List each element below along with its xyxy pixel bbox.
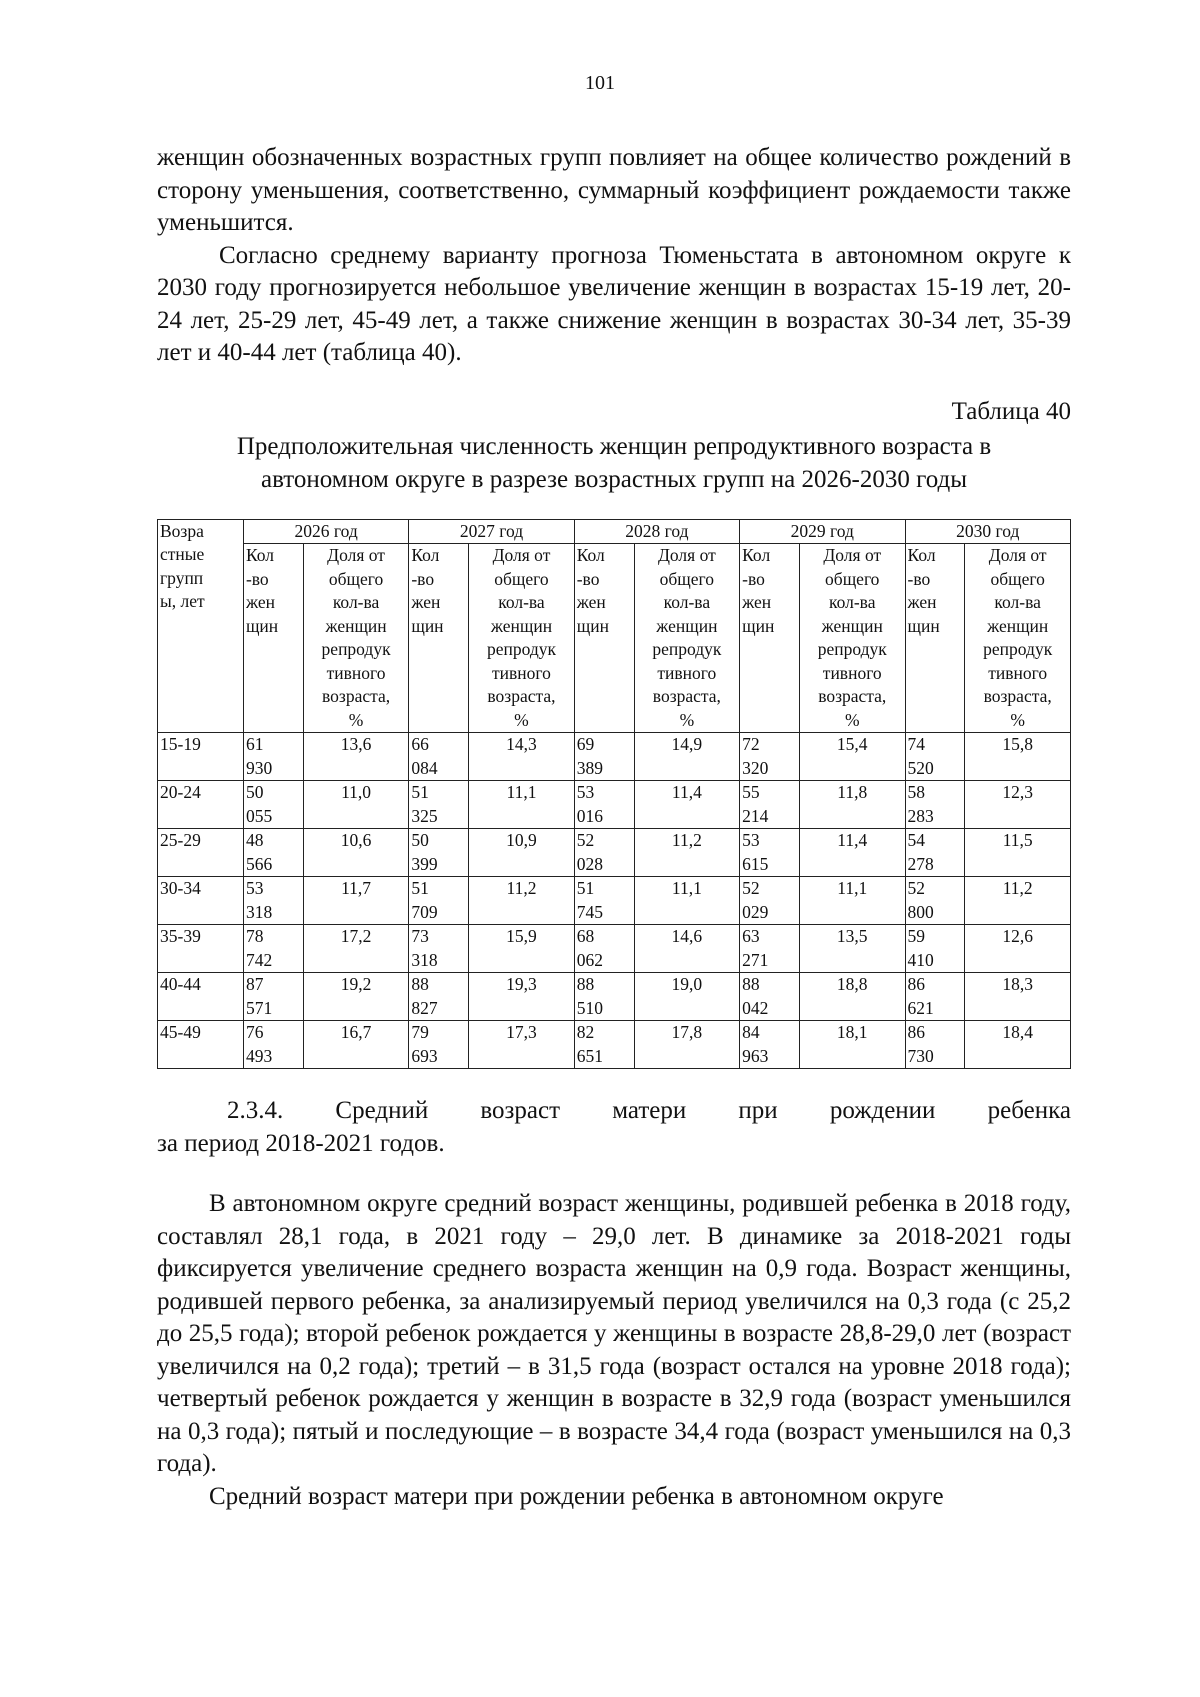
share-header-line: общего <box>494 568 549 589</box>
count-line: 53 <box>742 830 760 850</box>
share-header-line: общего <box>825 568 880 589</box>
age-group-cell: 25-29 <box>158 829 244 877</box>
count-line: 69 <box>576 734 595 754</box>
count-header-line: Кол <box>907 545 936 565</box>
count-cell <box>409 829 469 877</box>
age-paragraph: В автономном округе средний возраст женщины, родившей ребенка в 2018 году, составлял 28,1 года, в 2021 году – 29,0 лет. В динамике за 2018-2021 годы фиксируется увеличение среднего возраста женщин на 0,9 года. Возраст женщины, родившей первого ребенка, за анализируемый период увеличился на 0,3 года (с 25,2 до 25,5 года); второй ребенок рождается у женщины в возрасте 28,8-29,0 лет (возраст увеличился на 0,2 года); третий – в 31,5 года (возраст остался на уровне 2018 года); четвертый ребенок рождается у женщин в возрасте в 32,9 года (возраст уменьшился на 0,3 года); пятый и последующие – в возрасте 34,4 года (возраст уменьшился на 0,3 года). <box>157 1190 1071 1477</box>
share-header <box>799 544 905 733</box>
year-header: 2027 год <box>409 519 574 544</box>
share-header-line: репродук <box>486 639 556 659</box>
age-header-line: стные <box>160 544 205 564</box>
share-cell: 18,4 <box>965 1021 1071 1069</box>
table-row <box>158 733 1071 781</box>
share-cell: 13,5 <box>799 925 905 973</box>
intro-paragraph: женщин обозначенных возрастных групп повлияет на общее количество рождений в сторону уменьшения, соответственно, суммарный коэффициент рождаемости также уменьшится. <box>157 144 1071 236</box>
count-line: 86 <box>907 974 926 994</box>
count-line: 88 <box>411 974 429 994</box>
share-cell: 12,3 <box>965 781 1071 829</box>
count-line: 52 <box>576 830 595 850</box>
share-header <box>965 544 1071 733</box>
count-cell <box>243 1021 303 1069</box>
count-cell <box>574 877 634 925</box>
count-line: 510 <box>576 997 603 1018</box>
share-cell: 11,2 <box>965 877 1071 925</box>
share-cell: 11,5 <box>965 829 1071 877</box>
share-cell: 11,1 <box>634 877 740 925</box>
count-header-line: Кол <box>576 545 605 565</box>
age-header-line: Возра <box>160 520 204 541</box>
count-cell <box>409 733 469 781</box>
share-header <box>634 544 740 733</box>
count-header-line: жен <box>245 592 275 612</box>
count-cell <box>574 781 634 829</box>
age-header-line: групп <box>160 567 204 588</box>
count-line: 214 <box>742 805 769 826</box>
share-header-line: Доля от <box>492 545 551 565</box>
age-group-cell: 45-49 <box>158 1021 244 1069</box>
share-header-line: женщин <box>656 615 718 636</box>
table-row <box>158 925 1071 973</box>
count-line: 742 <box>245 949 273 970</box>
count-line: 621 <box>907 997 934 1018</box>
count-line: 930 <box>245 757 273 778</box>
share-cell: 13,6 <box>303 733 409 781</box>
share-header-line: репродук <box>983 639 1053 659</box>
count-line: 745 <box>576 901 603 922</box>
count-line: 615 <box>742 853 769 874</box>
count-line: 827 <box>411 997 438 1018</box>
count-line: 50 <box>411 830 429 850</box>
section-heading-word: рождении <box>829 1097 936 1124</box>
share-cell: 11,1 <box>469 781 575 829</box>
share-header-line: женщин <box>325 615 387 636</box>
section-heading-word: матери <box>612 1097 687 1124</box>
count-cell <box>740 925 800 973</box>
table-row <box>158 781 1071 829</box>
table-row <box>158 829 1071 877</box>
share-header-line: тивного <box>326 662 386 683</box>
share-cell: 18,1 <box>799 1021 905 1069</box>
count-header-line: щин <box>742 615 775 636</box>
share-header-line: возраста, <box>983 686 1052 706</box>
share-header-line: % <box>1010 709 1025 730</box>
count-line: 730 <box>907 1045 934 1066</box>
count-header <box>409 544 469 733</box>
count-line: 709 <box>411 901 438 922</box>
count-line: 53 <box>245 878 264 898</box>
share-header-line: % <box>844 709 860 730</box>
count-header-line: -во <box>742 568 765 589</box>
count-line: 87 <box>245 974 264 994</box>
count-line: 271 <box>742 949 769 970</box>
count-cell <box>574 973 634 1021</box>
count-cell <box>905 781 965 829</box>
share-cell: 19,0 <box>634 973 740 1021</box>
count-header-line: -во <box>411 568 435 589</box>
share-header-line: тивного <box>657 662 717 683</box>
share-header-line: тивного <box>988 662 1048 683</box>
share-cell: 18,3 <box>965 973 1071 1021</box>
count-cell <box>905 829 965 877</box>
share-header-line: общего <box>659 568 715 589</box>
count-line: 66 <box>411 734 429 754</box>
count-cell <box>243 733 303 781</box>
count-line: 283 <box>907 805 934 826</box>
share-header <box>303 544 409 733</box>
count-line: 800 <box>907 901 934 922</box>
share-header-line: тивного <box>492 662 551 683</box>
count-header-line: жен <box>576 592 606 612</box>
count-header <box>574 544 634 733</box>
share-cell: 11,2 <box>469 877 575 925</box>
count-line: 318 <box>411 949 438 970</box>
count-line: 084 <box>411 757 438 778</box>
share-header-line: % <box>348 709 364 730</box>
count-cell <box>905 925 965 973</box>
count-header-line: Кол <box>411 545 440 565</box>
share-header-line: возраста, <box>818 686 887 706</box>
count-line: 73 <box>411 926 429 946</box>
share-cell: 14,9 <box>634 733 740 781</box>
count-header-line: щин <box>576 615 609 636</box>
count-cell <box>574 829 634 877</box>
age-group-cell: 20-24 <box>158 781 244 829</box>
share-cell: 10,6 <box>303 829 409 877</box>
share-header-line: кол-ва <box>498 592 545 612</box>
count-line: 59 <box>907 926 926 946</box>
count-cell <box>905 877 965 925</box>
count-line: 566 <box>245 853 273 874</box>
count-line: 58 <box>907 782 926 802</box>
count-line: 61 <box>245 734 264 754</box>
count-cell <box>409 925 469 973</box>
share-header-line: кол-ва <box>828 592 876 612</box>
count-line: 55 <box>742 782 760 802</box>
share-cell: 17,3 <box>469 1021 575 1069</box>
count-line: 571 <box>245 997 273 1018</box>
count-line: 82 <box>576 1022 595 1042</box>
count-line: 68 <box>576 926 595 946</box>
count-line: 055 <box>245 805 273 826</box>
count-line: 016 <box>576 805 603 826</box>
page-number: 101 <box>585 72 615 94</box>
count-line: 325 <box>411 805 438 826</box>
share-header-line: женщин <box>490 615 553 636</box>
share-cell: 18,8 <box>799 973 905 1021</box>
share-header-line: общего <box>328 568 384 589</box>
count-line: 72 <box>742 734 760 754</box>
share-cell: 14,6 <box>634 925 740 973</box>
count-line: 693 <box>411 1045 438 1066</box>
table-label: Таблица 40 <box>951 397 1071 425</box>
share-cell: 11,1 <box>799 877 905 925</box>
count-header-line: -во <box>576 568 600 589</box>
count-cell <box>574 1021 634 1069</box>
count-line: 52 <box>742 878 760 898</box>
count-cell <box>574 733 634 781</box>
age-group-cell: 30-34 <box>158 877 244 925</box>
count-cell <box>740 781 800 829</box>
table-head <box>158 519 1071 733</box>
share-cell: 17,2 <box>303 925 409 973</box>
year-header: 2030 год <box>905 519 1070 544</box>
share-cell: 16,7 <box>303 1021 409 1069</box>
count-line: 88 <box>742 974 760 994</box>
year-header: 2028 год <box>574 519 739 544</box>
share-header-line: кол-ва <box>663 592 711 612</box>
count-line: 86 <box>907 1022 926 1042</box>
count-line: 51 <box>411 878 429 898</box>
table-body <box>158 733 1071 1069</box>
share-header-line: общего <box>990 568 1045 589</box>
count-line: 062 <box>576 949 603 970</box>
count-cell <box>740 1021 800 1069</box>
page-content <box>157 142 1071 1513</box>
last-paragraph: Средний возраст матери при рождении ребенка в автономном округе <box>209 1482 944 1510</box>
section-heading-line1 <box>157 1095 1071 1128</box>
share-cell: 11,2 <box>634 829 740 877</box>
share-header-line: тивного <box>822 662 882 683</box>
count-header-line: щин <box>411 615 444 636</box>
count-cell <box>740 733 800 781</box>
share-cell: 14,3 <box>469 733 575 781</box>
share-cell: 19,2 <box>303 973 409 1021</box>
count-cell <box>905 1021 965 1069</box>
count-line: 52 <box>907 878 926 898</box>
count-cell <box>574 925 634 973</box>
age-group-cell: 40-44 <box>158 973 244 1021</box>
share-header-line: возраста, <box>487 686 556 706</box>
count-cell <box>905 733 965 781</box>
share-cell: 11,0 <box>303 781 409 829</box>
age-group-cell: 35-39 <box>158 925 244 973</box>
count-header-line: жен <box>907 592 937 612</box>
count-line: 48 <box>245 830 264 850</box>
population-table <box>157 519 1071 1070</box>
count-cell <box>740 829 800 877</box>
section-heading-word: 2.3.4. <box>227 1097 284 1124</box>
count-line: 278 <box>907 853 934 874</box>
share-cell: 17,8 <box>634 1021 740 1069</box>
share-cell: 11,7 <box>303 877 409 925</box>
share-header-line: % <box>514 709 529 730</box>
share-cell: 12,6 <box>965 925 1071 973</box>
count-line: 318 <box>245 901 273 922</box>
section-heading-word: Средний <box>335 1097 429 1124</box>
share-cell: 15,8 <box>965 733 1071 781</box>
count-line: 520 <box>907 757 934 778</box>
count-cell <box>243 877 303 925</box>
count-line: 88 <box>576 974 595 994</box>
count-line: 54 <box>907 830 926 850</box>
count-line: 74 <box>907 734 926 754</box>
table-row <box>158 973 1071 1021</box>
count-cell <box>740 877 800 925</box>
count-line: 028 <box>576 853 603 874</box>
share-header-line: Доля от <box>327 545 385 565</box>
share-cell: 11,8 <box>799 781 905 829</box>
count-header-line: Кол <box>742 545 771 565</box>
count-line: 79 <box>411 1022 429 1042</box>
count-cell <box>409 781 469 829</box>
count-cell <box>243 925 303 973</box>
count-line: 84 <box>742 1022 760 1042</box>
count-line: 53 <box>576 782 595 802</box>
count-line: 399 <box>411 853 438 874</box>
count-cell <box>409 1021 469 1069</box>
count-header-line: щин <box>907 615 940 636</box>
share-cell: 11,4 <box>799 829 905 877</box>
share-cell: 19,3 <box>469 973 575 1021</box>
share-header-line: Доля от <box>988 545 1047 565</box>
forecast-paragraph: Согласно среднему варианту прогноза Тюменьстата в автономном округе к 2030 году прогнозируется небольшое увеличение женщин в возрастах 15-19 лет, 20-24 лет, 25-29 лет, 45-49 лет, а также снижение женщин в возрастах 30-34 лет, 35-39 лет и 40-44 лет (таблица 40). <box>157 241 1071 366</box>
count-cell <box>243 973 303 1021</box>
count-header-line: -во <box>245 568 269 589</box>
year-header-row <box>158 519 1071 544</box>
share-header-line: женщин <box>821 615 883 636</box>
share-cell: 15,4 <box>799 733 905 781</box>
count-line: 651 <box>576 1045 603 1066</box>
count-cell <box>905 973 965 1021</box>
section-heading-word: при <box>738 1097 778 1124</box>
count-header <box>243 544 303 733</box>
share-header-line: кол-ва <box>332 592 380 612</box>
count-header-line: -во <box>907 568 931 589</box>
share-header <box>469 544 575 733</box>
share-header-line: репродук <box>321 639 391 659</box>
count-header-line: жен <box>742 592 772 612</box>
share-header-line: возраста, <box>322 686 391 706</box>
table-caption-line2: автономном округе в разрезе возрастных групп на 2026-2030 годы <box>260 465 968 493</box>
table-row <box>158 1021 1071 1069</box>
count-header-line: щин <box>245 615 279 636</box>
count-line: 042 <box>742 997 769 1018</box>
share-header-line: % <box>679 709 695 730</box>
count-header-line: Кол <box>245 545 275 565</box>
share-header-line: возраста, <box>652 686 721 706</box>
count-header-line: жен <box>411 592 441 612</box>
table-caption <box>157 430 1071 496</box>
share-header-line: репродук <box>817 639 887 659</box>
year-header: 2026 год <box>243 519 408 544</box>
count-cell <box>243 781 303 829</box>
section-heading <box>157 1095 1071 1160</box>
share-header-line: женщин <box>987 615 1049 636</box>
share-cell: 15,9 <box>469 925 575 973</box>
share-header-line: Доля от <box>657 545 716 565</box>
count-cell <box>740 973 800 1021</box>
share-header-line: кол-ва <box>994 592 1041 612</box>
count-line: 493 <box>245 1045 273 1066</box>
age-group-cell: 15-19 <box>158 733 244 781</box>
table-caption-line1: Предположительная численность женщин репродуктивного возраста в <box>236 432 992 460</box>
age-header-line: ы, лет <box>160 591 205 611</box>
count-cell <box>409 973 469 1021</box>
count-cell <box>409 877 469 925</box>
sub-header-row <box>158 544 1071 733</box>
count-line: 963 <box>742 1045 769 1066</box>
share-header-line: репродук <box>652 639 722 659</box>
share-cell: 11,4 <box>634 781 740 829</box>
count-cell <box>243 829 303 877</box>
count-header <box>905 544 965 733</box>
section-heading-word: возраст <box>480 1097 561 1124</box>
count-line: 78 <box>245 926 264 946</box>
count-line: 76 <box>245 1022 264 1042</box>
count-line: 51 <box>576 878 595 898</box>
year-header: 2029 год <box>740 519 905 544</box>
count-line: 389 <box>576 757 603 778</box>
count-line: 63 <box>742 926 760 946</box>
count-header <box>740 544 800 733</box>
section-heading-line2: за период 2018-2021 годов. <box>157 1129 445 1157</box>
count-line: 410 <box>907 949 934 970</box>
table-row <box>158 877 1071 925</box>
share-cell: 10,9 <box>469 829 575 877</box>
share-header-line: Доля от <box>823 545 882 565</box>
count-line: 029 <box>742 901 769 922</box>
count-line: 320 <box>742 757 769 778</box>
age-group-header <box>158 519 244 733</box>
count-line: 50 <box>245 782 264 802</box>
section-heading-word: ребенка <box>987 1097 1071 1124</box>
count-line: 51 <box>411 782 429 802</box>
